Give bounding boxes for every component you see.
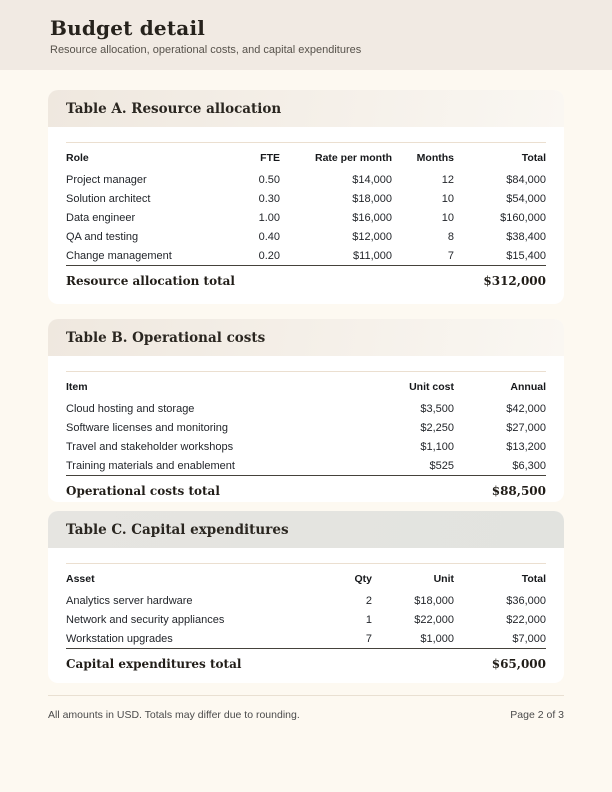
cell-total: $7,000 — [512, 632, 546, 645]
cell-item: Cloud hosting and storage — [66, 402, 195, 415]
cell-role: Solution architect — [66, 192, 151, 205]
cell-qty: 2 — [365, 594, 372, 607]
page-title: Budget detail — [50, 16, 206, 40]
cell-rate: $18,000 — [352, 192, 392, 205]
cell-fte: 1.00 — [258, 211, 280, 224]
cell-total: $15,400 — [506, 249, 546, 262]
column-header: Role — [66, 152, 89, 164]
column-header: Total — [521, 573, 546, 585]
card-header — [48, 319, 564, 356]
table-row — [66, 456, 546, 476]
column-header: Total — [521, 152, 546, 164]
resource-allocation-table — [66, 142, 546, 290]
cell-asset: Network and security appliances — [66, 613, 225, 626]
card-title-table-a: Table A. Resource allocation — [66, 101, 282, 117]
cell-unit-cost: $525 — [429, 459, 454, 472]
total-label: Resource allocation total — [66, 266, 454, 291]
card-body — [48, 127, 564, 304]
cell-rate: $16,000 — [352, 211, 392, 224]
table-row — [66, 189, 546, 208]
cell-fte: 0.30 — [258, 192, 280, 205]
total-label: Capital expenditures total — [66, 649, 454, 674]
cell-annual: $27,000 — [506, 421, 546, 434]
card-title-table-b: Table B. Operational costs — [66, 330, 266, 346]
cell-months: 10 — [441, 211, 454, 224]
cell-rate: $14,000 — [352, 173, 392, 186]
cell-item: Software licenses and monitoring — [66, 421, 229, 434]
cell-unit-cost: $1,100 — [420, 440, 454, 453]
cell-qty: 1 — [365, 613, 372, 626]
card-header — [48, 90, 564, 127]
cell-asset: Analytics server hardware — [66, 594, 193, 607]
card-capital-expenditures — [48, 511, 564, 683]
cell-annual: $13,200 — [506, 440, 546, 453]
cell-rate: $11,000 — [353, 249, 392, 262]
card-body — [48, 356, 564, 502]
column-header: Unit — [433, 573, 454, 585]
cell-asset: Workstation upgrades — [66, 632, 173, 645]
cell-unit: $22,000 — [414, 613, 454, 626]
footer-page-number: Page 2 of 3 — [510, 709, 564, 721]
column-header: Unit cost — [409, 381, 454, 393]
total-value: $312,000 — [454, 266, 546, 291]
operational-costs-table — [66, 371, 546, 500]
cell-role: Data engineer — [66, 211, 136, 224]
cell-total: $54,000 — [506, 192, 546, 205]
cell-months: 7 — [447, 249, 454, 262]
page-header — [0, 0, 612, 70]
cell-qty: 7 — [365, 632, 372, 645]
total-value: $88,500 — [454, 476, 546, 501]
column-header: Qty — [354, 573, 372, 585]
table-row — [66, 418, 546, 437]
footer-note: All amounts in USD. Totals may differ due to rounding. — [48, 709, 300, 721]
cell-total: $84,000 — [506, 173, 546, 186]
cell-rate: $12,000 — [352, 230, 392, 243]
cell-fte: 0.40 — [258, 230, 280, 243]
table-header-row — [66, 564, 546, 592]
cell-annual: $6,300 — [512, 459, 546, 472]
total-label: Operational costs total — [66, 476, 454, 501]
cell-total: $38,400 — [506, 230, 546, 243]
column-header: Annual — [510, 381, 546, 393]
cell-role: Change management — [66, 249, 172, 262]
card-title-table-c: Table C. Capital expenditures — [66, 522, 289, 538]
cell-unit-cost: $3,500 — [420, 402, 454, 415]
table-header-row — [66, 143, 546, 171]
cell-item: Training materials and enablement — [66, 459, 235, 472]
page-content — [0, 70, 612, 721]
table-total-row — [66, 266, 546, 291]
card-body — [48, 548, 564, 683]
cell-total: $36,000 — [506, 594, 546, 607]
table-total-row — [66, 476, 546, 501]
table-row — [66, 170, 546, 189]
cell-annual: $42,000 — [506, 402, 546, 415]
table-row — [66, 629, 546, 649]
cell-total: $160,000 — [500, 211, 546, 224]
column-header: Rate per month — [314, 152, 392, 164]
cell-months: 8 — [447, 230, 454, 243]
cell-months: 12 — [441, 173, 454, 186]
column-header: Asset — [66, 573, 95, 585]
cell-role: QA and testing — [66, 230, 139, 243]
cell-unit: $1,000 — [420, 632, 454, 645]
column-header: Months — [416, 152, 454, 164]
cell-total: $22,000 — [506, 613, 546, 626]
cell-unit: $18,000 — [414, 594, 454, 607]
page-footer — [48, 695, 564, 721]
table-header-row — [66, 372, 546, 400]
table-row — [66, 227, 546, 246]
table-total-row — [66, 649, 546, 674]
table-row — [66, 610, 546, 629]
table-row — [66, 208, 546, 227]
table-row — [66, 399, 546, 418]
card-header — [48, 511, 564, 548]
table-row — [66, 437, 546, 456]
page-subtitle: Resource allocation, operational costs, and capital expenditures — [50, 44, 362, 56]
cell-fte: 0.20 — [258, 249, 280, 262]
column-header: FTE — [260, 152, 280, 164]
table-row — [66, 591, 546, 610]
cell-role: Project manager — [66, 173, 147, 186]
column-header: Item — [66, 381, 88, 393]
card-operational-costs — [48, 319, 564, 502]
total-value: $65,000 — [454, 649, 546, 674]
table-row — [66, 246, 546, 266]
cell-unit-cost: $2,250 — [420, 421, 454, 434]
capital-expenditures-table — [66, 563, 546, 673]
cell-fte: 0.50 — [258, 173, 280, 186]
card-resource-allocation — [48, 90, 564, 304]
cell-item: Travel and stakeholder workshops — [66, 440, 234, 453]
cell-months: 10 — [441, 192, 454, 205]
